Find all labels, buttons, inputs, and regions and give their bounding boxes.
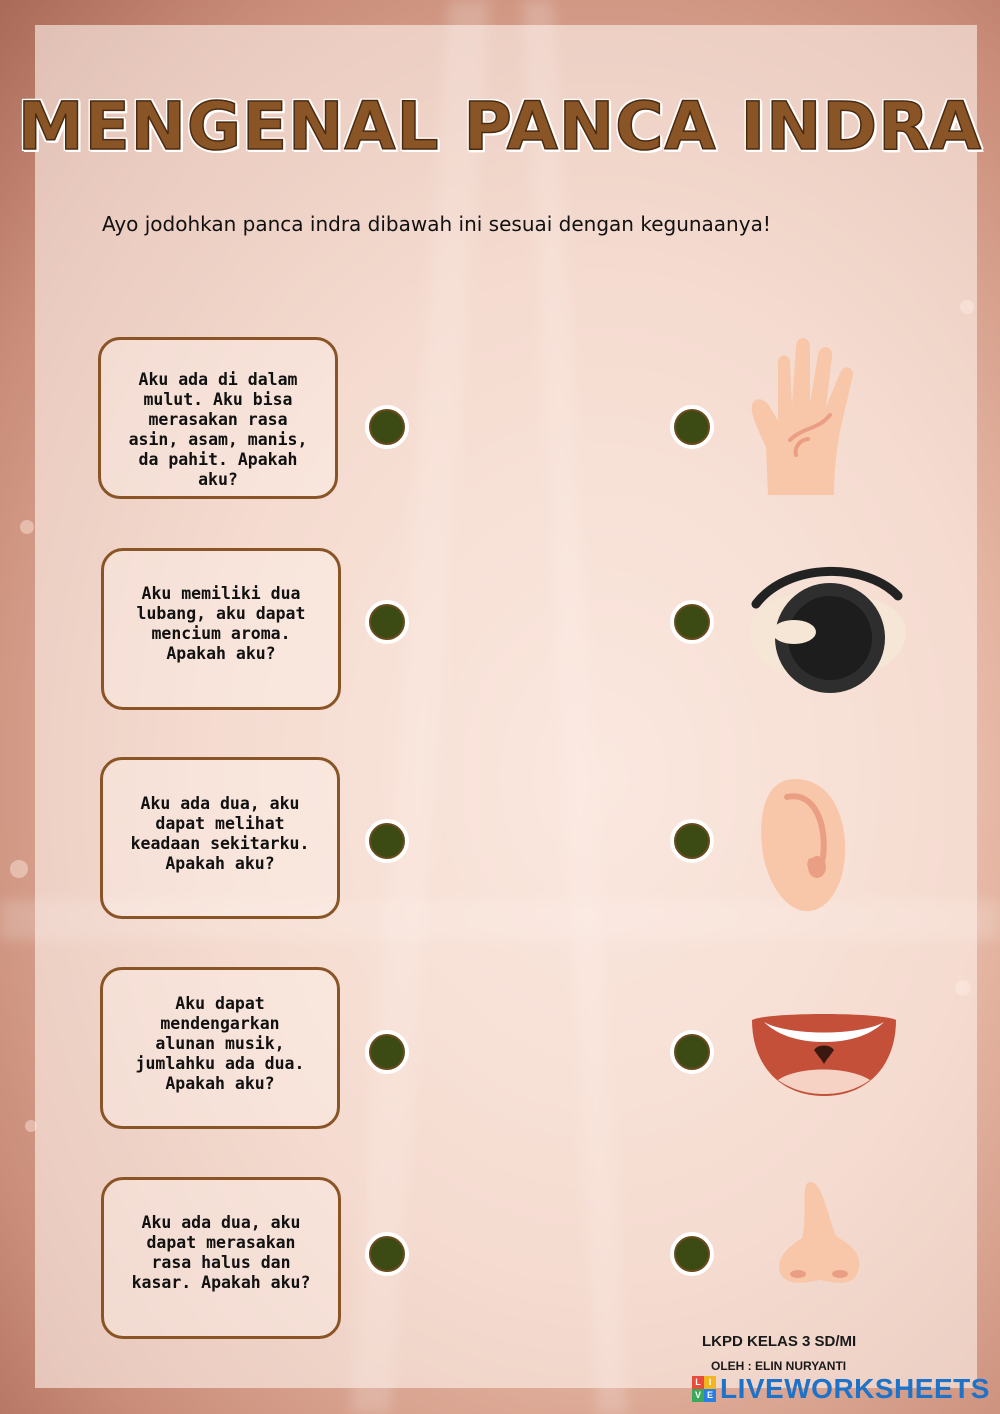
brand-name: LIVEWORKSHEETS — [720, 1373, 990, 1404]
right-match-dot[interactable] — [670, 819, 714, 863]
mouth-icon — [748, 1010, 900, 1100]
left-match-dot[interactable] — [365, 1030, 409, 1074]
question-card — [100, 757, 340, 919]
right-match-dot[interactable] — [670, 1232, 714, 1276]
eye-icon — [748, 552, 908, 712]
right-match-dot[interactable] — [670, 1030, 714, 1074]
question-card — [101, 1177, 341, 1339]
question-text: Aku ada di dalam mulut. Aku bisa merasakan rasa asin, asam, manis, da pahit. Apakah aku? — [128, 370, 308, 489]
page-title: MENGENAL PANCA INDRA — [17, 88, 983, 165]
right-match-dot[interactable] — [670, 405, 714, 449]
brand-logo: L I V E — [692, 1376, 716, 1402]
question-text: Aku ada dua, aku dapat merasakan rasa halus dan kasar. Apakah aku? — [131, 1213, 311, 1292]
question-card — [100, 967, 340, 1129]
question-text: Aku dapat mendengarkan alunan musik, jumlahku ada dua. Apakah aku? — [135, 994, 305, 1093]
nose-icon — [770, 1180, 870, 1290]
hand-icon — [748, 335, 860, 497]
author-label: OLEH : ELIN NURYANTI — [711, 1359, 847, 1373]
left-match-dot[interactable] — [365, 1232, 409, 1276]
ear-icon — [755, 775, 850, 915]
right-match-dot[interactable] — [670, 600, 714, 644]
instruction-text: Ayo jodohkan panca indra dibawah ini sesuai dengan kegunaanya! — [102, 212, 771, 236]
question-card — [101, 548, 341, 710]
class-label: LKPD KELAS 3 SD/MI — [702, 1333, 857, 1350]
question-text: Aku memiliki dua lubang, aku dapat mencium aroma. Apakah aku? — [136, 584, 306, 663]
question-text: Aku ada dua, aku dapat melihat keadaan sekitarku. Apakah aku? — [130, 794, 310, 873]
left-match-dot[interactable] — [365, 600, 409, 644]
question-card — [98, 337, 338, 499]
left-match-dot[interactable] — [365, 819, 409, 863]
left-match-dot[interactable] — [365, 405, 409, 449]
brand-link[interactable] — [692, 1374, 990, 1404]
